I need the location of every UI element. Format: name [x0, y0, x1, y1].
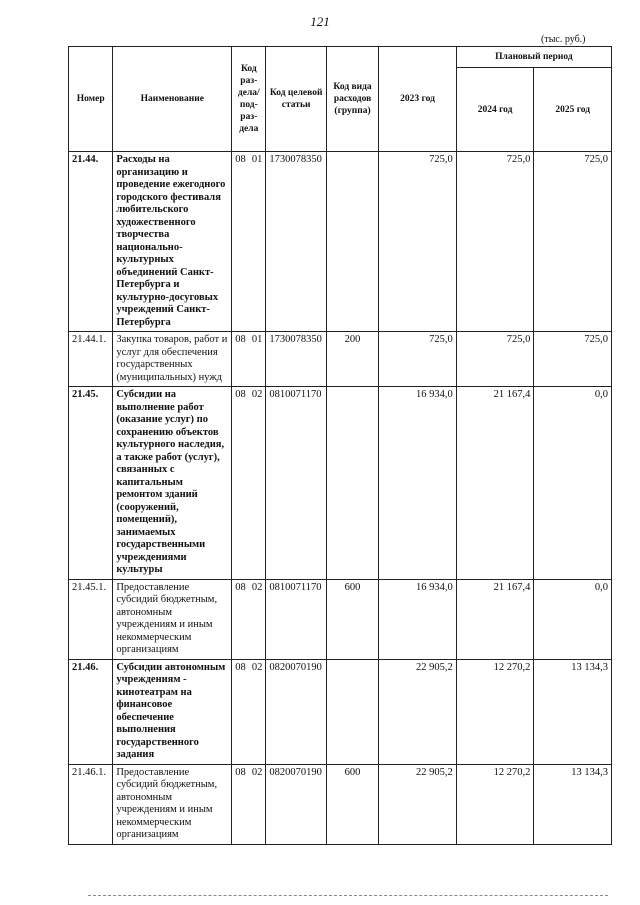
- row-amount-2024: 12 270,2: [456, 764, 534, 844]
- row-amount-2023: 725,0: [379, 152, 457, 332]
- header-2023: 2023 год: [379, 47, 457, 152]
- row-expense-type: [326, 659, 378, 764]
- table-body: [69, 152, 612, 845]
- row-target-code: 0820070190: [266, 764, 326, 844]
- budget-table: [68, 46, 612, 845]
- row-subsection: 02: [248, 387, 266, 580]
- row-amount-2023: 22 905,2: [379, 764, 457, 844]
- row-name: Субсидии автономным учреждениям - кинотеатрам на финансовое обеспечение выполнения государственного задания: [113, 659, 232, 764]
- header-2024: 2024 год: [456, 68, 534, 152]
- row-amount-2024: 725,0: [456, 152, 534, 332]
- row-subsection: 02: [248, 659, 266, 764]
- row-section: 08: [232, 387, 248, 580]
- row-name: Расходы на организацию и проведение ежегодного городского фестиваля любительского художественного творчества национально-культурных объединений Санкт-Петербурга и культурно-досуговых учреждений Санкт-Петербурга: [113, 152, 232, 332]
- row-amount-2023: 16 934,0: [379, 387, 457, 580]
- row-amount-2025: 13 134,3: [534, 764, 612, 844]
- row-expense-type: [326, 387, 378, 580]
- row-amount-2024: 725,0: [456, 332, 534, 387]
- row-name: Субсидии на выполнение работ (оказание услуг) по сохранению объектов культурного наследия, а также работ (услуг), связанных с капитальным ремонтом зданий (сооружений, помещений), занимаемых государственными учреждениями культуры: [113, 387, 232, 580]
- row-number: 21.45.1.: [69, 579, 113, 659]
- table-row: [69, 764, 612, 844]
- row-name: Предоставление субсидий бюджетным, автономным учреждениям и иным некоммерческим организациям: [113, 764, 232, 844]
- row-target-code: 0820070190: [266, 659, 326, 764]
- row-amount-2025: 13 134,3: [534, 659, 612, 764]
- row-subsection: 01: [248, 332, 266, 387]
- row-amount-2023: 725,0: [379, 332, 457, 387]
- row-target-code: 1730078350: [266, 152, 326, 332]
- row-section: 08: [232, 152, 248, 332]
- header-number: Номер: [69, 47, 113, 152]
- row-amount-2024: 12 270,2: [456, 659, 534, 764]
- header-target-code: Код целевой статьи: [266, 47, 326, 152]
- row-number: 21.44.: [69, 152, 113, 332]
- row-target-code: 0810071170: [266, 579, 326, 659]
- row-subsection: 02: [248, 764, 266, 844]
- row-section: 08: [232, 659, 248, 764]
- row-target-code: 0810071170: [266, 387, 326, 580]
- row-amount-2025: 0,0: [534, 579, 612, 659]
- header-2025: 2025 год: [534, 68, 612, 152]
- row-expense-type: [326, 152, 378, 332]
- page-number: 121: [310, 14, 330, 29]
- table-row: [69, 387, 612, 580]
- row-amount-2023: 22 905,2: [379, 659, 457, 764]
- row-amount-2024: 21 167,4: [456, 579, 534, 659]
- row-expense-type: 600: [326, 579, 378, 659]
- row-number: 21.46.1.: [69, 764, 113, 844]
- row-target-code: 1730078350: [266, 332, 326, 387]
- row-name: Предоставление субсидий бюджетным, автономным учреждениям и иным некоммерческим организациям: [113, 579, 232, 659]
- row-number: 21.45.: [69, 387, 113, 580]
- row-subsection: 02: [248, 579, 266, 659]
- table-row: [69, 332, 612, 387]
- table-row: [69, 152, 612, 332]
- row-section: 08: [232, 579, 248, 659]
- row-number: 21.44.1.: [69, 332, 113, 387]
- row-amount-2025: 725,0: [534, 152, 612, 332]
- row-expense-type: 600: [326, 764, 378, 844]
- table-row: [69, 659, 612, 764]
- row-subsection: 01: [248, 152, 266, 332]
- units-label: (тыс. руб.): [541, 34, 586, 45]
- row-expense-type: 200: [326, 332, 378, 387]
- header-name: Наименование: [113, 47, 232, 152]
- header-section-code: Код раз-дела/ под-раз-дела: [232, 47, 266, 152]
- row-number: 21.46.: [69, 659, 113, 764]
- row-amount-2025: 0,0: [534, 387, 612, 580]
- row-section: 08: [232, 764, 248, 844]
- bottom-edge: [88, 895, 608, 902]
- row-amount-2024: 21 167,4: [456, 387, 534, 580]
- header-planning-period: Плановый период: [456, 47, 611, 68]
- table-row: [69, 579, 612, 659]
- row-name: Закупка товаров, работ и услуг для обеспечения государственных (муниципальных) нужд: [113, 332, 232, 387]
- row-section: 08: [232, 332, 248, 387]
- row-amount-2023: 16 934,0: [379, 579, 457, 659]
- header-expense-type-code: Код вида расходов (группа): [326, 47, 378, 152]
- row-amount-2025: 725,0: [534, 332, 612, 387]
